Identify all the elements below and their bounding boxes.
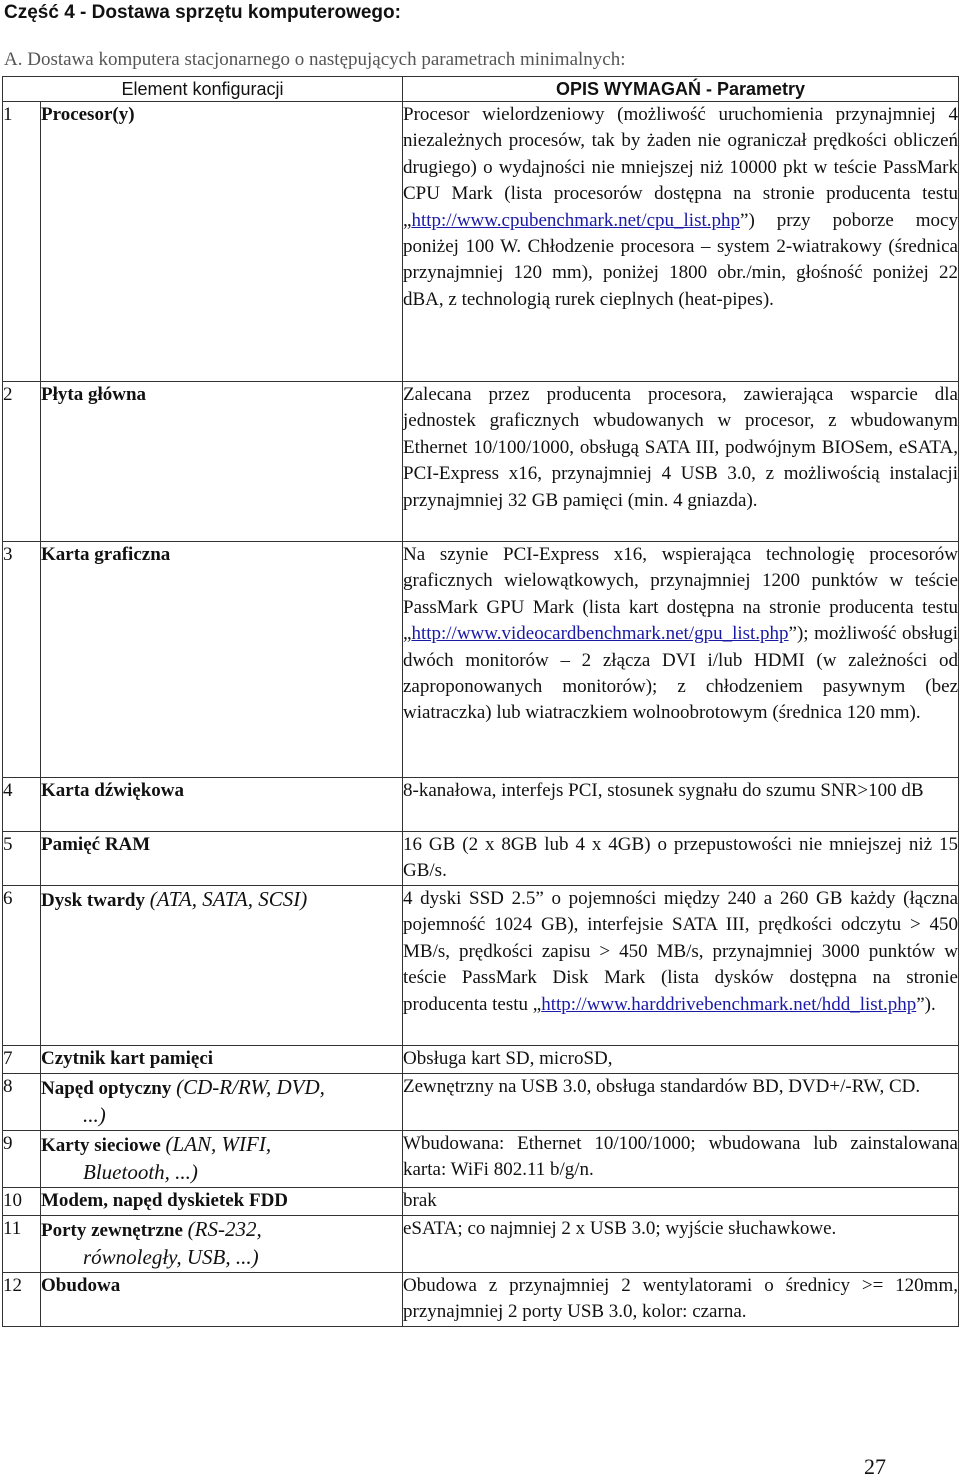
table-row — [3, 1046, 959, 1074]
row-number: 3 — [3, 542, 41, 778]
row-number: 7 — [3, 1046, 41, 1074]
section-subheading: A. Dostawa komputera stacjonarnego o następujących parametrach minimalnych: — [4, 49, 626, 70]
row-description: 16 GB (2 x 8GB lub 4 x 4GB) o przepustowości nie mniejszej niż 15 GB/s. — [403, 832, 959, 886]
row-description: eSATA; co najmniej 2 x USB 3.0; wyjście słuchawkowe. — [403, 1216, 959, 1273]
row-description: Zewnętrzny na USB 3.0, obsługa standardów BD, DVD+/-RW, CD. — [403, 1074, 959, 1131]
header-opis: OPIS WYMAGAŃ - Parametry — [403, 77, 959, 102]
page-heading: Część 4 - Dostawa sprzętu komputerowego: — [4, 2, 401, 23]
page-number: 27 — [864, 1454, 886, 1479]
row-element-name: Czytnik kart pamięci — [41, 1046, 403, 1074]
table-row — [3, 778, 959, 832]
videocardbenchmark-link[interactable]: http://www.videocardbenchmark.net/gpu_list.php — [411, 623, 789, 645]
row-element-name: Modem, napęd dyskietek FDD — [41, 1188, 403, 1216]
row-element-name: Procesor(y) — [41, 102, 403, 382]
row-element-name: Porty zewnętrzne (RS-232, równoległy, USB, ...) — [41, 1216, 403, 1273]
row-number: 11 — [3, 1216, 41, 1273]
table-row — [3, 542, 959, 778]
row-description: Wbudowana: Ethernet 10/100/1000; wbudowana lub zainstalowana karta: WiFi 802.11 b/g/n. — [403, 1131, 959, 1188]
row-description: brak — [403, 1188, 959, 1216]
table-row — [3, 1216, 959, 1273]
row-number: 12 — [3, 1273, 41, 1327]
row-number: 9 — [3, 1131, 41, 1188]
harddrivebenchmark-link[interactable]: http://www.harddrivebenchmark.net/hdd_list.php — [541, 993, 917, 1015]
table-row — [3, 382, 959, 542]
row-element-name: Napęd optyczny (CD-R/RW, DVD, ...) — [41, 1074, 403, 1131]
row-number: 8 — [3, 1074, 41, 1131]
row-number: 2 — [3, 382, 41, 542]
row-number: 4 — [3, 778, 41, 832]
row-element-name: Karta dźwiękowa — [41, 778, 403, 832]
table-row — [3, 1074, 959, 1131]
specification-table — [2, 76, 959, 1327]
row-element-name: Dysk twardy (ATA, SATA, SCSI) — [41, 886, 403, 1046]
row-description: 8-kanałowa, interfejs PCI, stosunek sygnału do szumu SNR>100 dB — [403, 778, 959, 832]
table-row — [3, 1188, 959, 1216]
row-element-name: Obudowa — [41, 1273, 403, 1327]
table-row — [3, 1131, 959, 1188]
table-header-row — [3, 77, 959, 102]
row-element-name: Karta graficzna — [41, 542, 403, 778]
table-row — [3, 832, 959, 886]
row-number: 6 — [3, 886, 41, 1046]
row-description: Obudowa z przynajmniej 2 wentylatorami o średnicy >= 120mm, przynajmniej 2 porty USB 3.0, kolor: czarna. — [403, 1273, 959, 1327]
row-description: Na szynie PCI-Express x16, wspierająca technologię procesorów graficznych wielowątkowych, przynajmniej 1200 punktów w teście PassMark GPU Mark (lista kart dostępna na stronie producenta testu „http://www.videocardbenchmark.net/gpu_list.php”); możliwość obsługi dwóch monitorów – 2 złącza DVI i/lub HDMI (w zależności od zaproponowanych monitorów); z chłodzeniem pasywnym (bez wiatraczka) lub wiatraczkiem wolnoobrotowym (średnica 120 mm). — [403, 542, 959, 778]
row-number: 5 — [3, 832, 41, 886]
table-row — [3, 886, 959, 1046]
row-element-name: Karty sieciowe (LAN, WIFI, Bluetooth, ...) — [41, 1131, 403, 1188]
row-element-name: Płyta główna — [41, 382, 403, 542]
row-number: 10 — [3, 1188, 41, 1216]
table-row — [3, 1273, 959, 1327]
table-row — [3, 102, 959, 382]
row-description: Obsługa kart SD, microSD, — [403, 1046, 959, 1074]
row-description: 4 dyski SSD 2.5” o pojemności między 240 a 260 GB każdy (łączna pojemność 1024 GB), interfejsie SATA III, prędkości odczytu > 450 MB/s, prędkości zapisu > 450 MB/s, przynajmniej 3000 punktów w teście PassMark Disk Mark (lista dysków dostępna na stronie producenta testu „http://www.harddrivebenchmark.net/hdd_list.php”). — [403, 886, 959, 1046]
row-element-name: Pamięć RAM — [41, 832, 403, 886]
row-description: Procesor wielordzeniowy (możliwość uruchomienia przynajmniej 4 niezależnych procesów, tak by żaden nie ograniczał prędkości obliczeń drugiego) o wydajności nie mniejszej niż 10000 pkt w teście PassMark CPU Mark (lista procesorów dostępna na stronie producenta testu „http://www.cpubenchmark.net/cpu_list.php”) przy poborze mocy poniżej 100 W. Chłodzenie procesora – system 2-wiatrakowy (średnica przynajmniej 120 mm), poniżej 1800 obr./min, głośność poniżej 22 dBA, z technologią rurek cieplnych (heat-pipes). — [403, 102, 959, 382]
row-description: Zalecana przez producenta procesora, zawierająca wsparcie dla jednostek graficznych wbudowanych w procesor, z wbudowanym Ethernet 10/100/1000, obsługą SATA III, podwójnym BIOSem, eSATA, PCI-Express x16, przynajmniej 4 USB 3.0, z możliwością instalacji przynajmniej 32 GB pamięci (min. 4 gniazda). — [403, 382, 959, 542]
row-number: 1 — [3, 102, 41, 382]
cpubenchmark-link[interactable]: http://www.cpubenchmark.net/cpu_list.php — [411, 209, 741, 231]
header-element: Element konfiguracji — [3, 77, 403, 102]
